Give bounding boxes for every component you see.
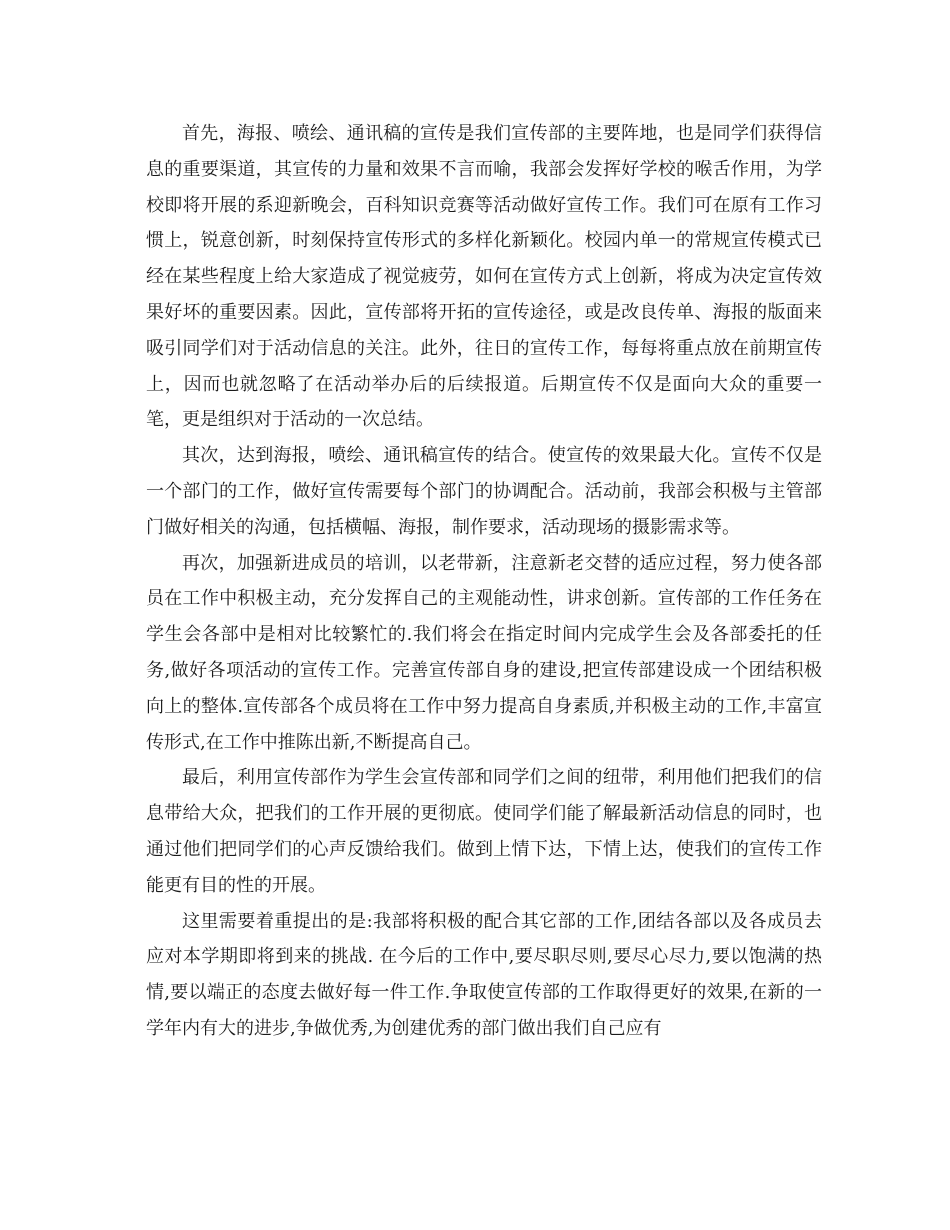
paragraph-4: 最后，利用宣传部作为学生会宣传部和同学们之间的纽带，利用他们把我们的信息带给大众，把我们的工作开展的更彻底。使同学们能了解最新活动信息的同时，也通过他们把同学们的心声反馈给我们。做到上情下达，下情上达，使我们的宣传工作能更有目的性的开展。 [146, 767, 822, 896]
paragraph-1: 首先，海报、喷绘、通讯稿的宣传是我们宣传部的主要阵地，也是同学们获得信息的重要渠道，其宣传的力量和效果不言而喻，我部会发挥好学校的喉舌作用，为学校即将开展的系迎新晚会，百科知识竞赛等活动做好宣传工作。我们可在原有工作习惯上，锐意创新，时刻保持宣传形式的多样化新颖化。校园内单一的常规宣传模式已经在某些程度上给大家造成了视觉疲劳，如何在宣传方式上创新，将成为决定宣传效果好坏的重要因素。因此，宣传部将开拓的宣传途径，或是改良传单、海报的版面来吸引同学们对于活动信息的关注。此外，往日的宣传工作，每每将重点放在前期宣传上，因而也就忽略了在活动举办后的后续报道。后期宣传不仅是面向大众的重要一笔，更是组织对于活动的一次总结。 [146, 123, 822, 431]
document-body [146, 116, 822, 1047]
paragraph-2: 其次，达到海报，喷绘、通讯稿宣传的结合。使宣传的效果最大化。宣传不仅是一个部门的工作，做好宣传需要每个部门的协调配合。活动前，我部会积极与主管部门做好相关的沟通，包括横幅、海报，制作要求，活动现场的摄影需求等。 [146, 445, 822, 538]
paragraph-3: 再次，加强新进成员的培训，以老带新，注意新老交替的适应过程，努力使各部员在工作中积极主动，充分发挥自己的主观能动性，讲求创新。宣传部的工作任务在学生会各部中是相对比较繁忙的.我们将会在指定时间内完成学生会及各部委托的任务,做好各项活动的宣传工作。完善宣传部自身的建设,把宣传部建设成一个团结积极向上的整体.宣传部各个成员将在工作中努力提高自身素质,并积极主动的工作,丰富宣传形式,在工作中推陈出新,不断提高自己。 [146, 552, 822, 753]
paragraph-5: 这里需要着重提出的是:我部将积极的配合其它部的工作,团结各部以及各成员去应对本学期即将到来的挑战. 在今后的工作中,要尽职尽则,要尽心尽力,要以饱满的热情,要以端正的态度去做好每一件工作.争取使宣传部的工作取得更好的效果,在新的一学年内有大的进步,争做优秀,为创建优秀的部门做出我们自己应有 [146, 910, 822, 1039]
